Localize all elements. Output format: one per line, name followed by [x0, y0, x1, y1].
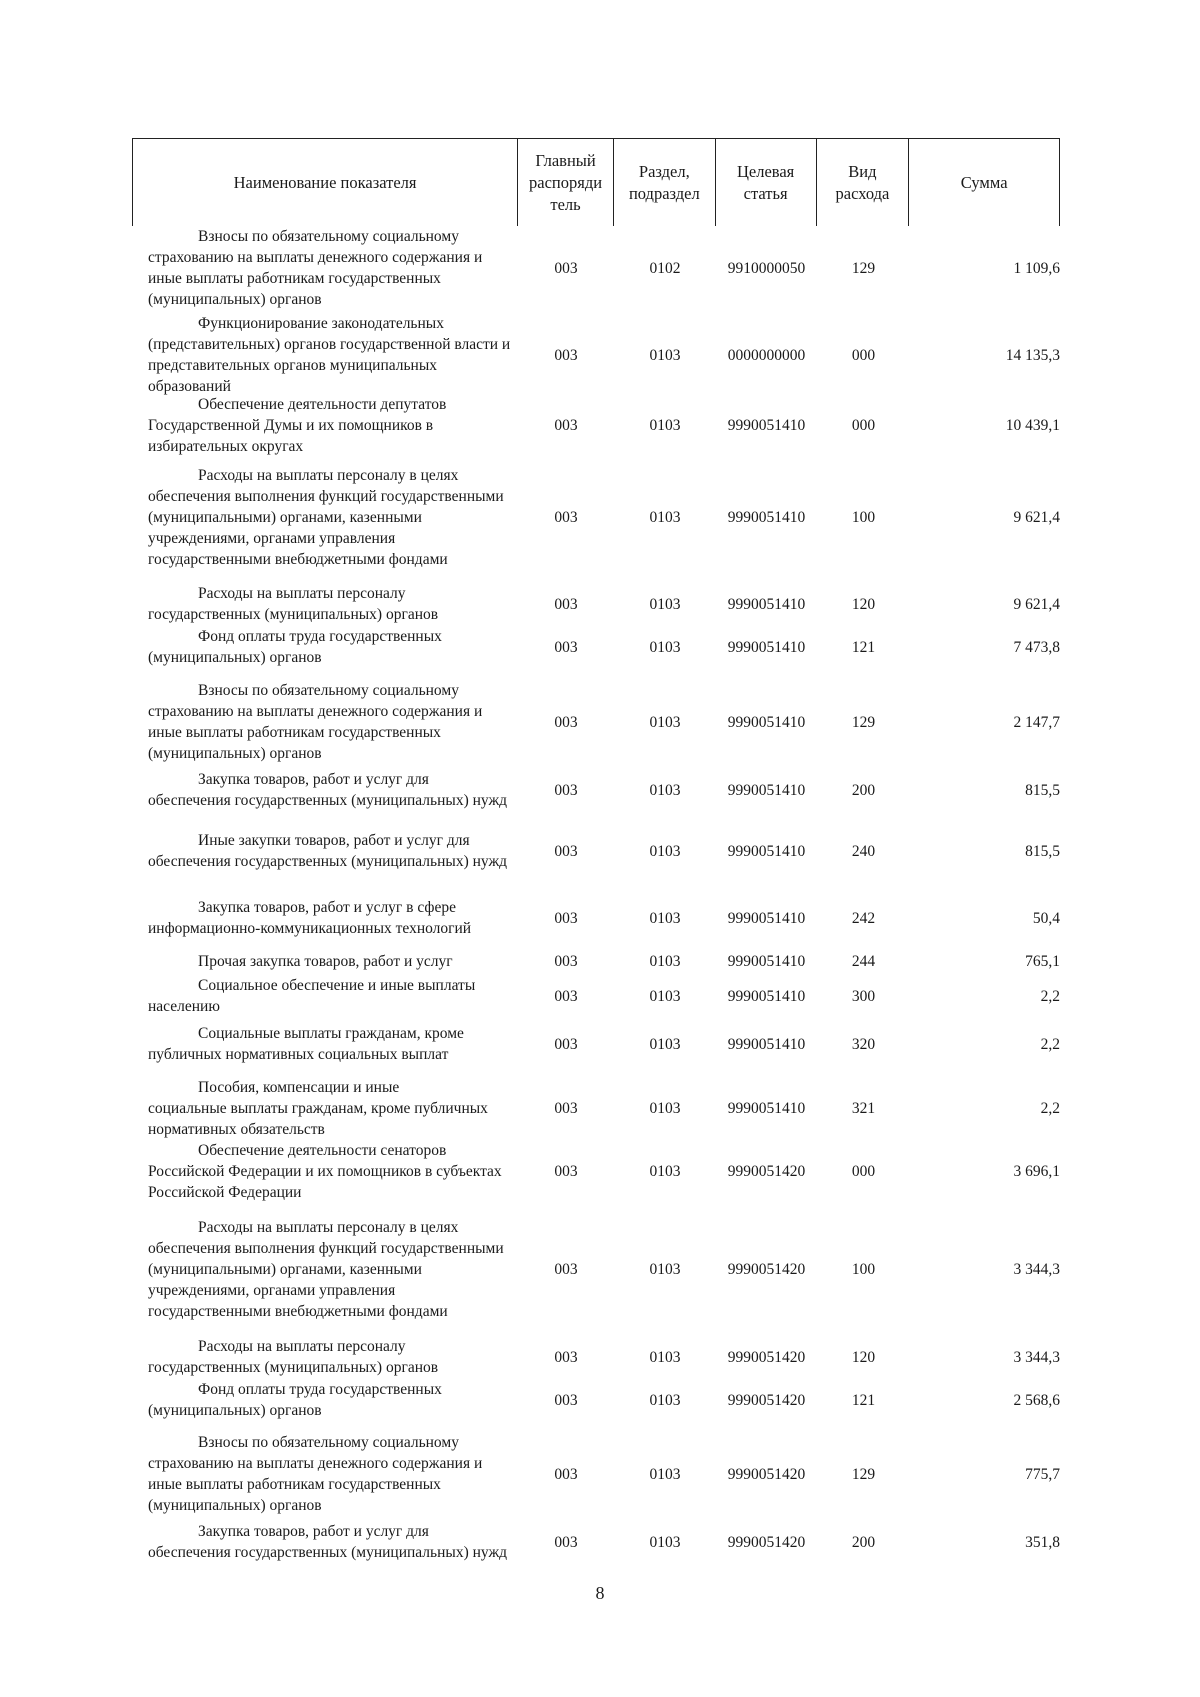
row-sum: 1 109,6	[1013, 259, 1060, 277]
table-row	[148, 1140, 1060, 1203]
row-section: 0103	[649, 987, 681, 1005]
row-name-first: Расходы на выплаты персоналу в целях	[198, 467, 459, 484]
table-row	[148, 830, 1060, 872]
row-chief: 003	[554, 842, 578, 860]
row-kind: 120	[851, 1348, 876, 1366]
row-chief: 003	[554, 1163, 578, 1180]
row-name	[148, 951, 518, 972]
row-name-first: Расходы на выплаты персоналу	[198, 1338, 406, 1355]
row-sum: 2,2	[1040, 987, 1060, 1005]
row-name-first: Фонд оплаты труда государственных	[198, 1381, 442, 1398]
table-row	[148, 1379, 1060, 1421]
row-section: 0103	[649, 1391, 681, 1409]
table-row	[148, 1336, 1060, 1378]
row-name-rest: (муниципальных) органов	[148, 649, 322, 666]
row-section: 0103	[649, 1533, 681, 1551]
row-kind: 129	[851, 259, 876, 277]
row-kind: 321	[851, 1100, 876, 1117]
row-kind: 129	[851, 1465, 876, 1483]
row-section: 0103	[649, 1348, 681, 1366]
row-name	[148, 313, 518, 397]
row-name	[148, 626, 518, 668]
row-name	[148, 680, 518, 764]
row-kind: 244	[851, 953, 876, 970]
row-sum: 775,7	[1025, 1465, 1060, 1483]
table-header	[132, 138, 1060, 226]
row-sum: 10 439,1	[1005, 417, 1060, 434]
row-name-rest: (муниципальных) органов	[148, 1402, 322, 1419]
row-chief: 003	[554, 987, 578, 1005]
row-kind: 129	[851, 713, 876, 731]
table-row	[148, 1077, 1060, 1140]
row-chief: 003	[554, 909, 578, 927]
row-name	[148, 1379, 518, 1421]
row-section: 0103	[649, 417, 681, 434]
row-sum: 7 473,8	[1013, 638, 1060, 656]
row-name-first: Функционирование законодательных	[198, 315, 444, 332]
row-name	[148, 1023, 518, 1065]
row-kind: 100	[851, 1261, 876, 1278]
row-kind: 100	[851, 509, 876, 526]
row-chief: 003	[554, 1035, 578, 1053]
row-name-first: Закупка товаров, работ и услуг в сфере	[198, 899, 456, 916]
table-row	[148, 1432, 1060, 1516]
row-name-first: Расходы на выплаты персоналу	[198, 585, 406, 602]
row-section: 0103	[649, 1035, 681, 1053]
row-name-first: Закупка товаров, работ и услуг для	[198, 771, 429, 788]
row-sum: 2,2	[1040, 1100, 1060, 1117]
row-chief: 003	[554, 1100, 578, 1117]
row-name	[148, 1077, 518, 1140]
row-chief: 003	[554, 346, 578, 364]
row-sum: 14 135,3	[1005, 346, 1060, 364]
table-row	[148, 1521, 1060, 1563]
row-name-first: Социальные выплаты гражданам, кроме	[198, 1025, 464, 1042]
row-name	[148, 583, 518, 625]
row-kind: 121	[851, 1391, 876, 1409]
row-chief: 003	[554, 259, 578, 277]
row-name	[148, 1521, 518, 1563]
row-section: 0103	[649, 713, 681, 731]
row-target: 9990051410	[727, 509, 806, 526]
row-kind: 242	[851, 909, 876, 927]
row-section: 0103	[649, 953, 681, 970]
row-name	[148, 226, 518, 310]
table-row	[148, 583, 1060, 625]
row-name-rest: населению	[148, 998, 220, 1015]
row-sum: 9 621,4	[1013, 509, 1060, 526]
row-section: 0103	[649, 595, 681, 613]
table-row	[148, 394, 1060, 457]
row-name-rest: информационно-коммуникационных технологий	[148, 920, 472, 937]
row-target: 9990051410	[727, 417, 806, 434]
row-kind: 320	[851, 1035, 876, 1053]
table-row	[148, 975, 1060, 1017]
row-name-rest: государственных (муниципальных) органов	[148, 1359, 439, 1376]
row-target: 9990051410	[727, 953, 806, 970]
row-name-first: Прочая закупка товаров, работ и услуг	[198, 953, 453, 970]
row-target: 9990051410	[727, 987, 806, 1005]
table-row	[148, 313, 1060, 397]
row-chief: 003	[554, 1261, 578, 1278]
row-kind: 120	[851, 595, 876, 613]
row-kind: 121	[851, 638, 876, 656]
row-target: 9990051420	[727, 1465, 806, 1483]
row-target: 9990051420	[727, 1348, 806, 1366]
row-kind: 000	[851, 417, 876, 434]
table-row	[148, 897, 1060, 939]
row-name-rest: обеспечения государственных (муниципальных) нужд	[148, 853, 508, 870]
row-name-rest: публичных нормативных социальных выплат	[148, 1046, 449, 1063]
table-row	[148, 226, 1060, 310]
row-target: 9990051420	[727, 1261, 806, 1278]
row-sum: 3 344,3	[1013, 1261, 1060, 1278]
row-sum: 2 147,7	[1013, 713, 1060, 731]
row-name-rest: обеспечения государственных (муниципальных) нужд	[148, 1544, 508, 1561]
row-name-first: Расходы на выплаты персоналу в целях	[198, 1219, 459, 1236]
row-name	[148, 769, 518, 811]
row-name-rest: Российской Федерации и их помощников в субъектах Российской Федерации	[148, 1163, 502, 1201]
row-section: 0103	[649, 1465, 681, 1483]
row-chief: 003	[554, 417, 578, 434]
header-target: Целевая статья	[716, 139, 817, 226]
row-kind: 300	[851, 987, 876, 1005]
row-name-rest: обеспечения государственных (муниципальных) нужд	[148, 792, 508, 809]
row-chief: 003	[554, 595, 578, 613]
row-sum: 815,5	[1025, 842, 1060, 860]
row-target: 9990051410	[727, 842, 806, 860]
row-kind: 200	[851, 1533, 876, 1551]
row-sum: 2 568,6	[1013, 1391, 1060, 1409]
row-name-first: Закупка товаров, работ и услуг для	[198, 1523, 429, 1540]
row-name-first: Фонд оплаты труда государственных	[198, 628, 442, 645]
row-name	[148, 1217, 518, 1322]
header-kind: Вид расхода	[817, 139, 910, 226]
row-name-rest: государственных (муниципальных) органов	[148, 606, 439, 623]
row-sum: 2,2	[1040, 1035, 1060, 1053]
row-name-first: Взносы по обязательному социальному	[198, 228, 459, 245]
row-name-first: Взносы по обязательному социальному	[198, 1434, 459, 1451]
table-row	[148, 626, 1060, 668]
row-section: 0103	[649, 842, 681, 860]
row-name-rest: (представительных) органов государственной власти и представительных органов муниципальных образований	[148, 336, 511, 395]
row-target: 9990051420	[727, 1533, 806, 1551]
row-name-rest: страхованию на выплаты денежного содержания и иные выплаты работникам государственных (муниципальных) органов	[148, 249, 483, 308]
row-target: 9990051410	[727, 1100, 806, 1117]
row-section: 0103	[649, 638, 681, 656]
table-row	[148, 769, 1060, 811]
row-name-rest: обеспечения выполнения функций государственными (муниципальными) органами, казенными учреждениями, органами управления государственными внебюджетными фондами	[148, 488, 504, 568]
row-name-first: Пособия, компенсации и иные	[198, 1079, 400, 1096]
row-chief: 003	[554, 509, 578, 526]
row-target: 9910000050	[727, 259, 806, 277]
row-name-rest: обеспечения выполнения функций государственными (муниципальными) органами, казенными учреждениями, органами управления государственными внебюджетными фондами	[148, 1240, 504, 1320]
row-section: 0103	[649, 1163, 681, 1180]
row-chief: 003	[554, 953, 578, 970]
header-chief: Главный распоряди тель	[518, 139, 614, 226]
header-name: Наименование показателя	[133, 139, 518, 226]
row-name-rest: социальные выплаты гражданам, кроме публичных нормативных обязательств	[148, 1100, 488, 1138]
row-kind: 200	[851, 781, 876, 799]
row-name	[148, 1432, 518, 1516]
row-name-first: Обеспечение деятельности сенаторов	[198, 1142, 447, 1159]
row-kind: 000	[851, 346, 876, 364]
row-chief: 003	[554, 1348, 578, 1366]
row-target: 9990051420	[727, 1163, 806, 1180]
row-sum: 3 696,1	[1013, 1163, 1060, 1180]
row-section: 0103	[649, 346, 681, 364]
row-sum: 815,5	[1025, 781, 1060, 799]
row-name-rest: Государственной Думы и их помощников в избирательных округах	[148, 417, 434, 455]
row-name	[148, 975, 518, 1017]
row-chief: 003	[554, 1465, 578, 1483]
page-number: 8	[595, 1583, 605, 1603]
row-name-first: Иные закупки товаров, работ и услуг для	[198, 832, 470, 849]
row-name-first: Социальное обеспечение и иные выплаты	[198, 977, 476, 994]
table-row	[148, 465, 1060, 570]
row-kind: 000	[851, 1163, 876, 1180]
row-name	[148, 897, 518, 939]
row-section: 0103	[649, 781, 681, 799]
row-target: 9990051420	[727, 1391, 806, 1409]
row-section: 0103	[649, 1100, 681, 1117]
row-name	[148, 830, 518, 872]
row-chief: 003	[554, 1391, 578, 1409]
row-target: 0000000000	[727, 346, 806, 364]
header-sum: Сумма	[960, 172, 1008, 192]
row-name-rest: страхованию на выплаты денежного содержания и иные выплаты работникам государственных (муниципальных) органов	[148, 1455, 483, 1514]
row-target: 9990051410	[727, 713, 806, 731]
row-section: 0102	[649, 259, 681, 277]
row-chief: 003	[554, 781, 578, 799]
row-name	[148, 465, 518, 570]
row-chief: 003	[554, 713, 578, 731]
header-section: Раздел, подраздел	[614, 139, 716, 226]
table-row	[148, 951, 1060, 972]
row-target: 9990051410	[727, 781, 806, 799]
row-sum: 765,1	[1025, 953, 1060, 970]
row-section: 0103	[649, 509, 681, 526]
row-sum: 50,4	[1032, 909, 1060, 927]
row-sum: 351,8	[1025, 1533, 1060, 1551]
row-chief: 003	[554, 1533, 578, 1551]
row-sum: 9 621,4	[1013, 595, 1060, 613]
table-row	[148, 1023, 1060, 1065]
row-name-first: Взносы по обязательному социальному	[198, 682, 459, 699]
row-target: 9990051410	[727, 638, 806, 656]
row-name-rest: страхованию на выплаты денежного содержания и иные выплаты работникам государственных (муниципальных) органов	[148, 703, 483, 762]
row-name	[148, 394, 518, 457]
table-row	[148, 1217, 1060, 1322]
table-row	[148, 680, 1060, 764]
row-sum: 3 344,3	[1013, 1348, 1060, 1366]
row-name	[148, 1140, 518, 1203]
row-kind: 240	[851, 842, 876, 860]
row-target: 9990051410	[727, 1035, 806, 1053]
row-target: 9990051410	[727, 595, 806, 613]
row-name	[148, 1336, 518, 1378]
row-target: 9990051410	[727, 909, 806, 927]
row-section: 0103	[649, 1261, 681, 1278]
row-chief: 003	[554, 638, 578, 656]
row-section: 0103	[649, 909, 681, 927]
row-name-first: Обеспечение деятельности депутатов	[198, 396, 447, 413]
